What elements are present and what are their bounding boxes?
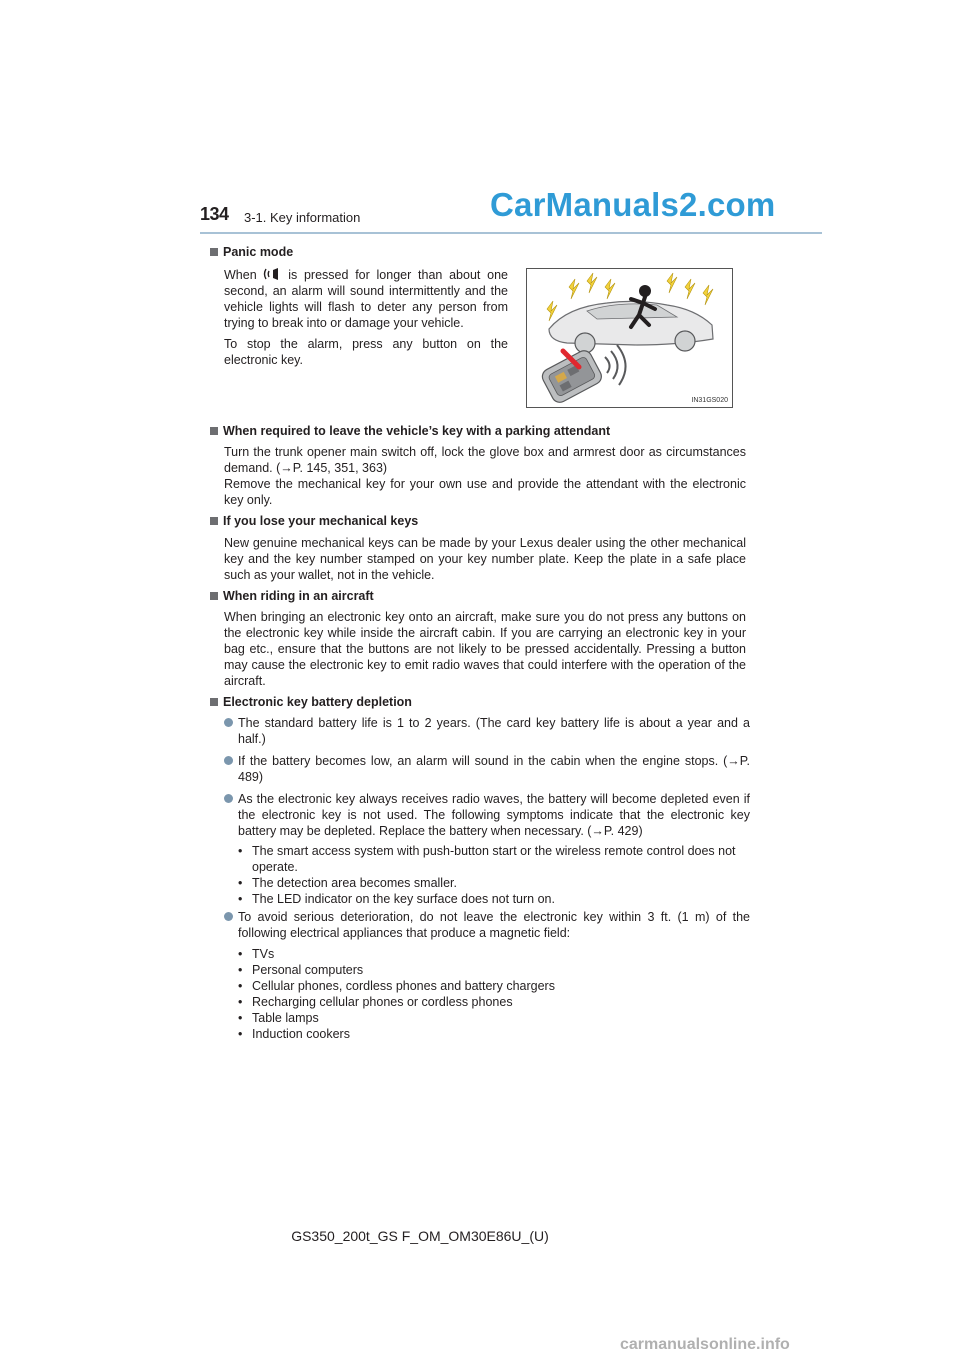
list-item: • The detection area becomes smaller. bbox=[238, 876, 457, 890]
bullet-dot-icon bbox=[224, 912, 233, 921]
parking-text-2: Remove the mechanical key for your own use and provide the attendant with the electronic key only. bbox=[224, 477, 746, 507]
heading-square-icon bbox=[210, 698, 218, 706]
heading-square-icon bbox=[210, 427, 218, 435]
list-item: • Personal computers bbox=[238, 963, 364, 977]
heading-battery-depletion: Electronic key battery depletion bbox=[210, 695, 412, 709]
list-item: • Induction cookers bbox=[238, 1027, 350, 1041]
heading-square-icon bbox=[210, 517, 218, 525]
battery-bullet-3: As the electronic key always receives radio waves, the battery will become depleted even if the electronic key is not used. The following symptoms indicate that the electronic key battery may be depleted. Replace the battery when necessary. (→P. 429) bbox=[224, 791, 750, 839]
battery-bullet-4: To avoid serious deterioration, do not leave the electronic key within 3 ft. (1 m) of the following electrical appliances that produce a magnetic field: bbox=[224, 909, 750, 941]
page-number: 134 bbox=[200, 204, 229, 224]
list-item: • Cellular phones, cordless phones and battery chargers bbox=[238, 979, 555, 993]
heading-lose-keys: If you lose your mechanical keys bbox=[210, 514, 418, 528]
battery-bullet-2: If the battery becomes low, an alarm will sound in the cabin when the engine stops. (→P. 489) bbox=[224, 753, 750, 785]
list-item: • Recharging cellular phones or cordless phones bbox=[238, 995, 513, 1009]
watermark-top[interactable]: CarManuals2.com bbox=[490, 186, 776, 223]
heading-aircraft: When riding in an aircraft bbox=[210, 589, 374, 603]
panic-button-icon bbox=[263, 267, 281, 281]
section-title: 3-1. Key information bbox=[244, 210, 361, 225]
aircraft-paragraph: When bringing an electronic key onto an aircraft, make sure you do not press any buttons on the electronic key while inside the aircraft cabin. If you are carrying an electronic key in your bag etc., ensure that the buttons are not likely to be pressed accidentally. Pressing a button may cause the electronic key to emit radio waves that could interfere with the operation of the aircraft. bbox=[224, 610, 746, 688]
watermark-bottom[interactable]: carmanualsonline.info bbox=[620, 1336, 790, 1353]
battery-bullet-1: The standard battery life is 1 to 2 years. (The card key battery life is about a year and a half.) bbox=[224, 715, 750, 747]
header-rule bbox=[200, 232, 822, 234]
heading-panic-mode: Panic mode bbox=[210, 245, 293, 259]
lose-keys-paragraph: New genuine mechanical keys can be made by your Lexus dealer using the other mechanical key and the key number stamped on your key number plate. Keep the plate in a safe place such as your wallet, not in the vehicle. bbox=[224, 536, 746, 582]
bullet-dot-icon bbox=[224, 794, 233, 803]
appliance-list bbox=[238, 946, 750, 1042]
bullet-dot-icon bbox=[224, 718, 233, 727]
heading-square-icon bbox=[210, 592, 218, 600]
panic-mode-illustration bbox=[526, 268, 733, 408]
figure-code: IN31GS020 bbox=[691, 397, 728, 404]
parking-paragraph bbox=[224, 444, 746, 508]
bullet-dot-icon bbox=[224, 756, 233, 765]
panic-text-1: When is pressed for longer than about one second, an alarm will sound intermittently and the vehicle lights will flash to deter any person from trying to break into or damage your vehicle. bbox=[224, 268, 508, 330]
heading-parking-attendant: When required to leave the vehicle’s key with a parking attendant bbox=[210, 424, 610, 438]
battery-symptom-list bbox=[238, 843, 750, 907]
parking-text-1: Turn the trunk opener main switch off, lock the glove box and armrest door as circumstances demand. (→P. 145, 351, 363) bbox=[224, 445, 746, 475]
list-item: • The smart access system with push-button start or the wireless remote control does not operate. bbox=[238, 844, 736, 874]
list-item: • The LED indicator on the key surface does not turn on. bbox=[238, 892, 555, 906]
panic-description bbox=[224, 267, 508, 373]
panic-text-2: To stop the alarm, press any button on the electronic key. bbox=[224, 337, 508, 367]
list-item: • Table lamps bbox=[238, 1011, 319, 1025]
list-item: • TVs bbox=[238, 947, 275, 961]
heading-square-icon bbox=[210, 248, 218, 256]
document-code: GS350_200t_GS F_OM_OM30E86U_(U) bbox=[291, 1228, 549, 1244]
